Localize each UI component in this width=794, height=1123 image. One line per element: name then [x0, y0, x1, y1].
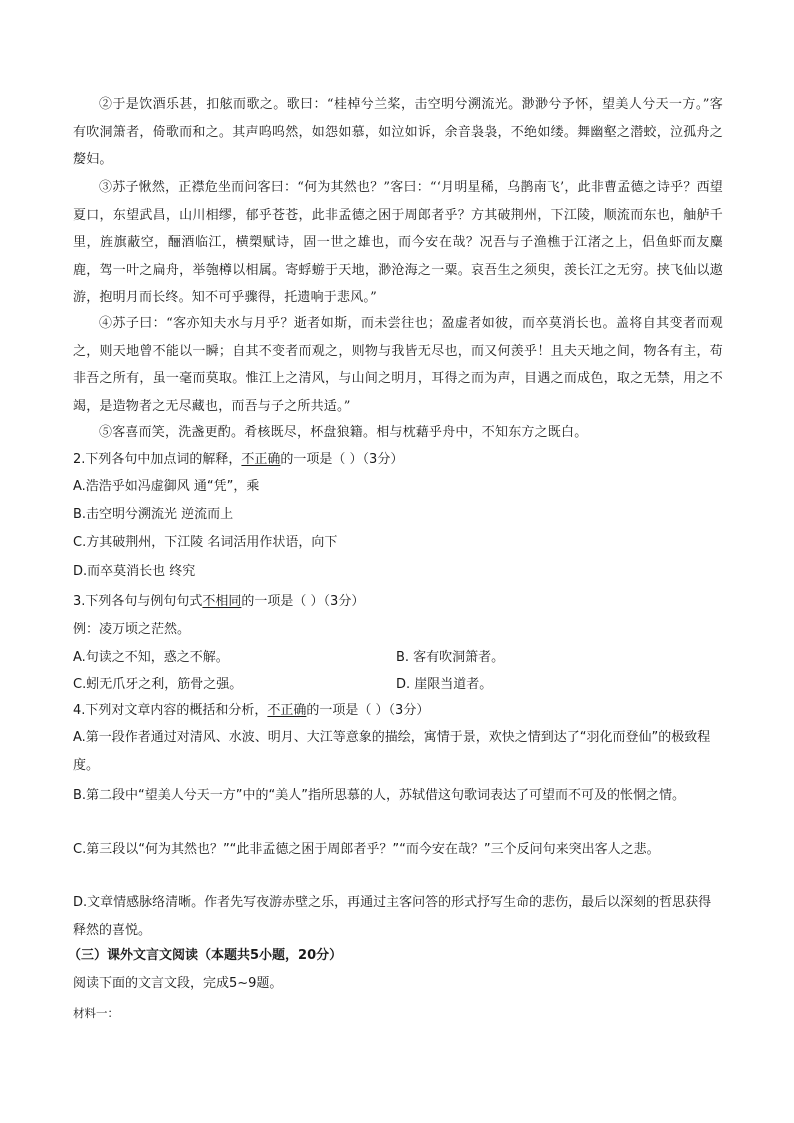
passage-paragraph-4: ④苏子曰：“客亦知夫水与月乎？逝者如斯，而未尝往也；盈虚者如彼，而卒莫消长也。盖将自其变者而观之，则天地曾不能以一瞬；自其不变者而观之，则物与我皆无尽也，而又何羡乎！且夫天地之间，物各有主，苟非吾之所有，虽一毫而莫取。惟江上之清风，与山间之明月，耳得之而为声，目遇之而成色，取之无禁，用之不竭，是造物者之无尽藏也，而吾与子之所共适。” — [73, 316, 723, 414]
passage-paragraph-2: ②于是饮酒乐甚，扣舷而歌之。歌曰：“桂棹兮兰桨，击空明兮溯流光。渺渺兮予怀，望美人兮天一方。”客有吹洞箫者，倚歌而和之。其声呜呜然，如怨如慕，如泣如诉，余音袅袅，不绝如缕。舞幽壑之潜蛟，泣孤舟之嫠妇。 — [73, 97, 723, 167]
question-4-stem — [73, 702, 429, 720]
question-2-keyword: 不正确 — [241, 452, 281, 467]
section-3-instruction: 阅读下面的文言文段，完成5~9题。 — [73, 976, 283, 991]
question-3-example: 例：凌万顷之茫然。 — [73, 622, 191, 637]
question-4-option-c: C.第三段以“何为其然也？”“此非孟德之困于周郎者乎？”“而今安在哉？”三个反问句来突出客人之悲。 — [73, 842, 660, 857]
passage-paragraph-3: ③苏子愀然，正襟危坐而问客曰：“何为其然也？”客曰：“‘月明星稀，乌鹊南飞’，此非曹孟德之诗乎？西望夏口，东望武昌，山川相缪，郁乎苍苍，此非孟德之困于周郎者乎？方其破荆州，下江陵，顺流而东也，舳舻千里，旌旗蔽空，酾酒临江，横槊赋诗，固一世之雄也，而今安在哉？况吾与子渔樵于江渚之上，侣鱼虾而友麋鹿，驾一叶之扁舟，举匏樽以相属。寄蜉蝣于天地，渺沧海之一粟。哀吾生之须臾，羡长江之无穷。挟飞仙以遨游，抱明月而长终。知不可乎骤得，托遗响于悲风。” — [73, 180, 723, 305]
question-2-stem-tail: 的一项是（ ）（3分） — [280, 452, 404, 467]
question-4-stem-text: 4.下列对文章内容的概括和分析， — [73, 703, 268, 718]
question-3-option-a: A.句读之不知，惑之不解。 — [73, 650, 229, 665]
question-2-option-d: D.而卒莫消长也 终究 — [73, 564, 196, 579]
section-3-heading: （三）课外文言文阅读（本题共5小题，20分） — [68, 948, 343, 963]
question-3-keyword: 不相同 — [202, 594, 242, 609]
question-3-stem — [73, 593, 364, 611]
question-3-option-c: C.蚓无爪牙之利，筋骨之强。 — [73, 677, 243, 692]
question-4-option-a: A.第一段作者通过对清风、水波、明月、大江等意象的描绘，寓情于景，欢快之情到达了“羽化而登仙”的极致程度。 — [73, 730, 711, 773]
question-3-option-d: D. 崖限当道者。 — [396, 677, 493, 692]
material-one-label: 材料一： — [73, 1006, 119, 1020]
question-3-stem-tail: 的一项是（ ）（3分） — [241, 594, 365, 609]
question-2-option-a: A.浩浩乎如冯虚御风 通“凭”，乘 — [73, 479, 260, 494]
question-2-stem-text: 2.下列各句中加点词的解释， — [73, 452, 242, 467]
question-3-stem-text: 3.下列各句与例句句式 — [73, 594, 203, 609]
question-3-option-b: B. 客有吹洞箫者。 — [396, 650, 505, 665]
question-4-option-b: B.第二段中“望美人兮天一方”中的“美人”指所思慕的人，苏轼借这句歌词表达了可望而不可及的怅惘之情。 — [73, 788, 685, 803]
question-4-keyword: 不正确 — [267, 703, 307, 718]
question-2-option-c: C.方其破荆州，下江陵 名词活用作状语，向下 — [73, 535, 338, 550]
passage-paragraph-5: ⑤客喜而笑，洗盏更酌。肴核既尽，杯盘狼籍。相与枕藉乎舟中，不知东方之既白。 — [99, 425, 588, 440]
question-4-option-d: D.文章情感脉络清晰。作者先写夜游赤壁之乐，再通过主客问答的形式抒写生命的悲伤，最后以深刻的哲思获得释然的喜悦。 — [73, 895, 712, 938]
question-2-stem — [73, 451, 403, 469]
question-2-option-b: B.击空明兮溯流光 逆流而上 — [73, 507, 234, 522]
question-4-stem-tail: 的一项是（ ）（3分） — [306, 703, 430, 718]
